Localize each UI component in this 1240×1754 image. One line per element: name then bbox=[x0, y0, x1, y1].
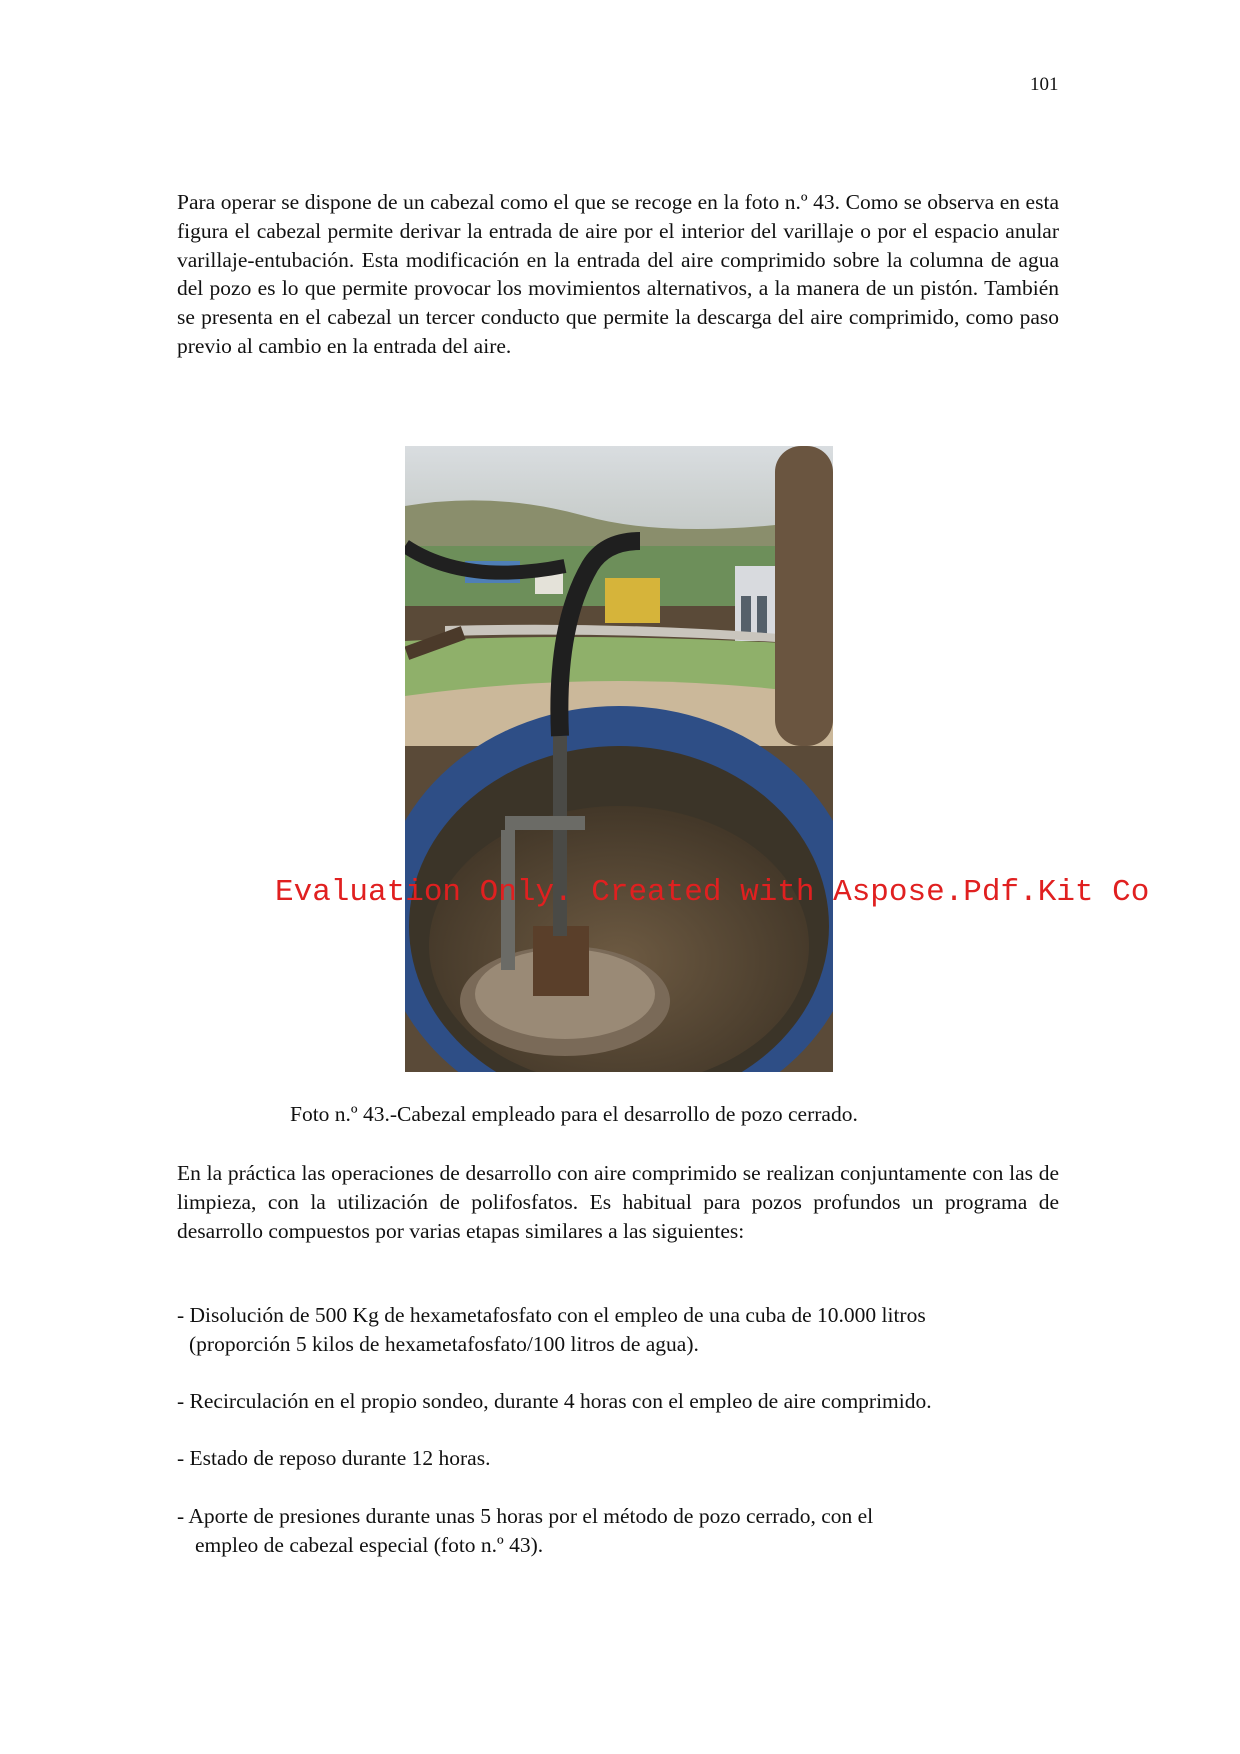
step-line-continuation: (proporción 5 kilos de hexametafosfato/100 litros de agua). bbox=[189, 1332, 699, 1356]
step-line: - Estado de reposo durante 12 horas. bbox=[177, 1446, 491, 1470]
step-line-continuation: empleo de cabezal especial (foto n.º 43). bbox=[195, 1533, 544, 1557]
evaluation-watermark: Evaluation Only. Created with Aspose.Pdf.Kit Co bbox=[275, 875, 1150, 910]
step-line: - Recirculación en el propio sondeo, durante 4 horas con el empleo de aire comprimido. bbox=[177, 1389, 932, 1413]
step-item bbox=[177, 1387, 932, 1416]
step-line: - Aporte de presiones durante unas 5 horas por el método de pozo cerrado, con el bbox=[177, 1504, 874, 1528]
step-item bbox=[177, 1301, 926, 1359]
wellhead-photo bbox=[405, 446, 833, 1072]
step-line: - Disolución de 500 Kg de hexametafosfato con el empleo de una cuba de 10.000 litros bbox=[177, 1303, 926, 1327]
step-item bbox=[177, 1502, 873, 1560]
step-item bbox=[177, 1444, 490, 1473]
page-number: 101 bbox=[1030, 74, 1059, 95]
intro-paragraph: Para operar se dispone de un cabezal como el que se recoge en la foto n.º 43. Como se observa en esta figura el cabezal permite derivar la entrada de aire por el interior del varillaje o por el espacio anular varillaje-entubación. Esta modificación en la entrada del aire comprimido sobre la columna de agua del pozo es lo que permite provocar los movimientos alternativos, a la manera de un pistón. También se presenta en el cabezal un tercer conducto que permite la descarga del aire comprimido, como paso previo al cambio en la entrada del aire. bbox=[177, 190, 1059, 358]
photo-caption: Foto n.º 43.-Cabezal empleado para el desarrollo de pozo cerrado. bbox=[290, 1102, 858, 1126]
practice-paragraph: En la práctica las operaciones de desarrollo con aire comprimido se realizan conjuntamente con las de limpieza, con la utilización de polifosfatos. Es habitual para pozos profundos un programa de desarrollo compuestos por varias etapas similares a las siguientes: bbox=[177, 1161, 1059, 1243]
